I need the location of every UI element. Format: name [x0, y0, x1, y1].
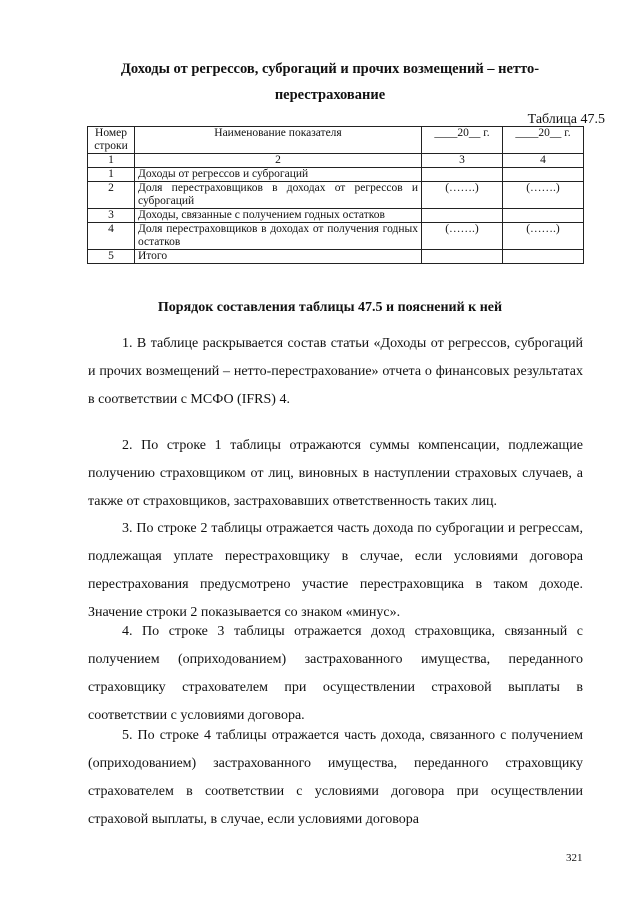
row-value-1: [422, 209, 503, 223]
row-number: 3: [88, 209, 135, 223]
row-name: Итого: [135, 250, 422, 264]
header-indicator-name: Наименование показателя: [135, 127, 422, 154]
row-value-2: [503, 168, 584, 182]
table-row: [88, 223, 584, 250]
paragraph-4: 4. По строке 3 таблицы отражается доход страховщика, связанный с получением (оприходованием) застрахованного имущества, переданного страховщику страхователем при осуществлении страховой выплаты в соответствии с условиями договора.: [88, 624, 583, 723]
table-row: [88, 250, 584, 264]
paragraph-5: 5. По строке 4 таблицы отражается часть дохода, связанного с получением (оприходованием) застрахованного имущества, переданного страховщику страхователем в соответствии с условиями договора при осуществлении страховой выплаты, в случае, если условиями договора: [88, 728, 583, 827]
column-number: 2: [135, 154, 422, 168]
row-name: Доля перестраховщиков в доходах от получения годных остатков: [135, 223, 422, 250]
income-table: [87, 126, 584, 264]
table-row: [88, 168, 584, 182]
row-value-1: [422, 168, 503, 182]
header-period-2: ____20__ г.: [503, 127, 584, 154]
paragraph-2: 2. По строке 1 таблицы отражаются суммы компенсации, подлежащие получению страховщиком от лиц, виновных в наступлении страховых случаев, а также от страховщиков, застраховавших ответственность таких лиц.: [88, 438, 583, 509]
row-number: 4: [88, 223, 135, 250]
column-number: 4: [503, 154, 584, 168]
row-value-2: (…….): [503, 223, 584, 250]
row-value-1: (…….): [422, 223, 503, 250]
table-row: [88, 209, 584, 223]
paragraph-3: 3. По строке 2 таблицы отражается часть дохода по суброгации и регрессам, подлежащая уплате перестраховщику в случае, если условиями договора перестрахования предусмотрено участие перестраховщика в таком доходе. Значение строки 2 показывается со знаком «минус».: [88, 521, 583, 620]
header-row-number: Номер строки: [88, 127, 135, 154]
section-title: Порядок составления таблицы 47.5 и пояснений к ней: [157, 300, 503, 315]
table-header-row: [88, 127, 584, 154]
row-name: Доходы от регрессов и суброгаций: [135, 168, 422, 182]
header-period-1: ____20__ г.: [422, 127, 503, 154]
heading-line-1: Доходы от регрессов, суброгаций и прочих возмещений – нетто-: [120, 61, 540, 77]
row-number: 1: [88, 168, 135, 182]
row-value-2: (…….): [503, 182, 584, 209]
column-numbers-row: [88, 154, 584, 168]
paragraph-1: 1. В таблице раскрывается состав статьи «Доходы от регрессов, суброгаций и прочих возмещений – нетто-перестрахование» отчета о финансовых результатах в соответствии с МСФО (IFRS) 4.: [88, 336, 583, 407]
column-number: 1: [88, 154, 135, 168]
table-row: [88, 182, 584, 209]
row-name: Доля перестраховщиков в доходах от регрессов и суброгаций: [135, 182, 422, 209]
row-value-2: [503, 250, 584, 264]
column-number: 3: [422, 154, 503, 168]
row-name: Доходы, связанные с получением годных остатков: [135, 209, 422, 223]
page-number: 321: [566, 852, 583, 864]
row-number: 5: [88, 250, 135, 264]
row-value-2: [503, 209, 584, 223]
row-number: 2: [88, 182, 135, 209]
row-value-1: [422, 250, 503, 264]
heading-line-2: перестрахование: [274, 87, 386, 103]
table-label: Таблица 47.5: [527, 112, 605, 127]
row-value-1: (…….): [422, 182, 503, 209]
